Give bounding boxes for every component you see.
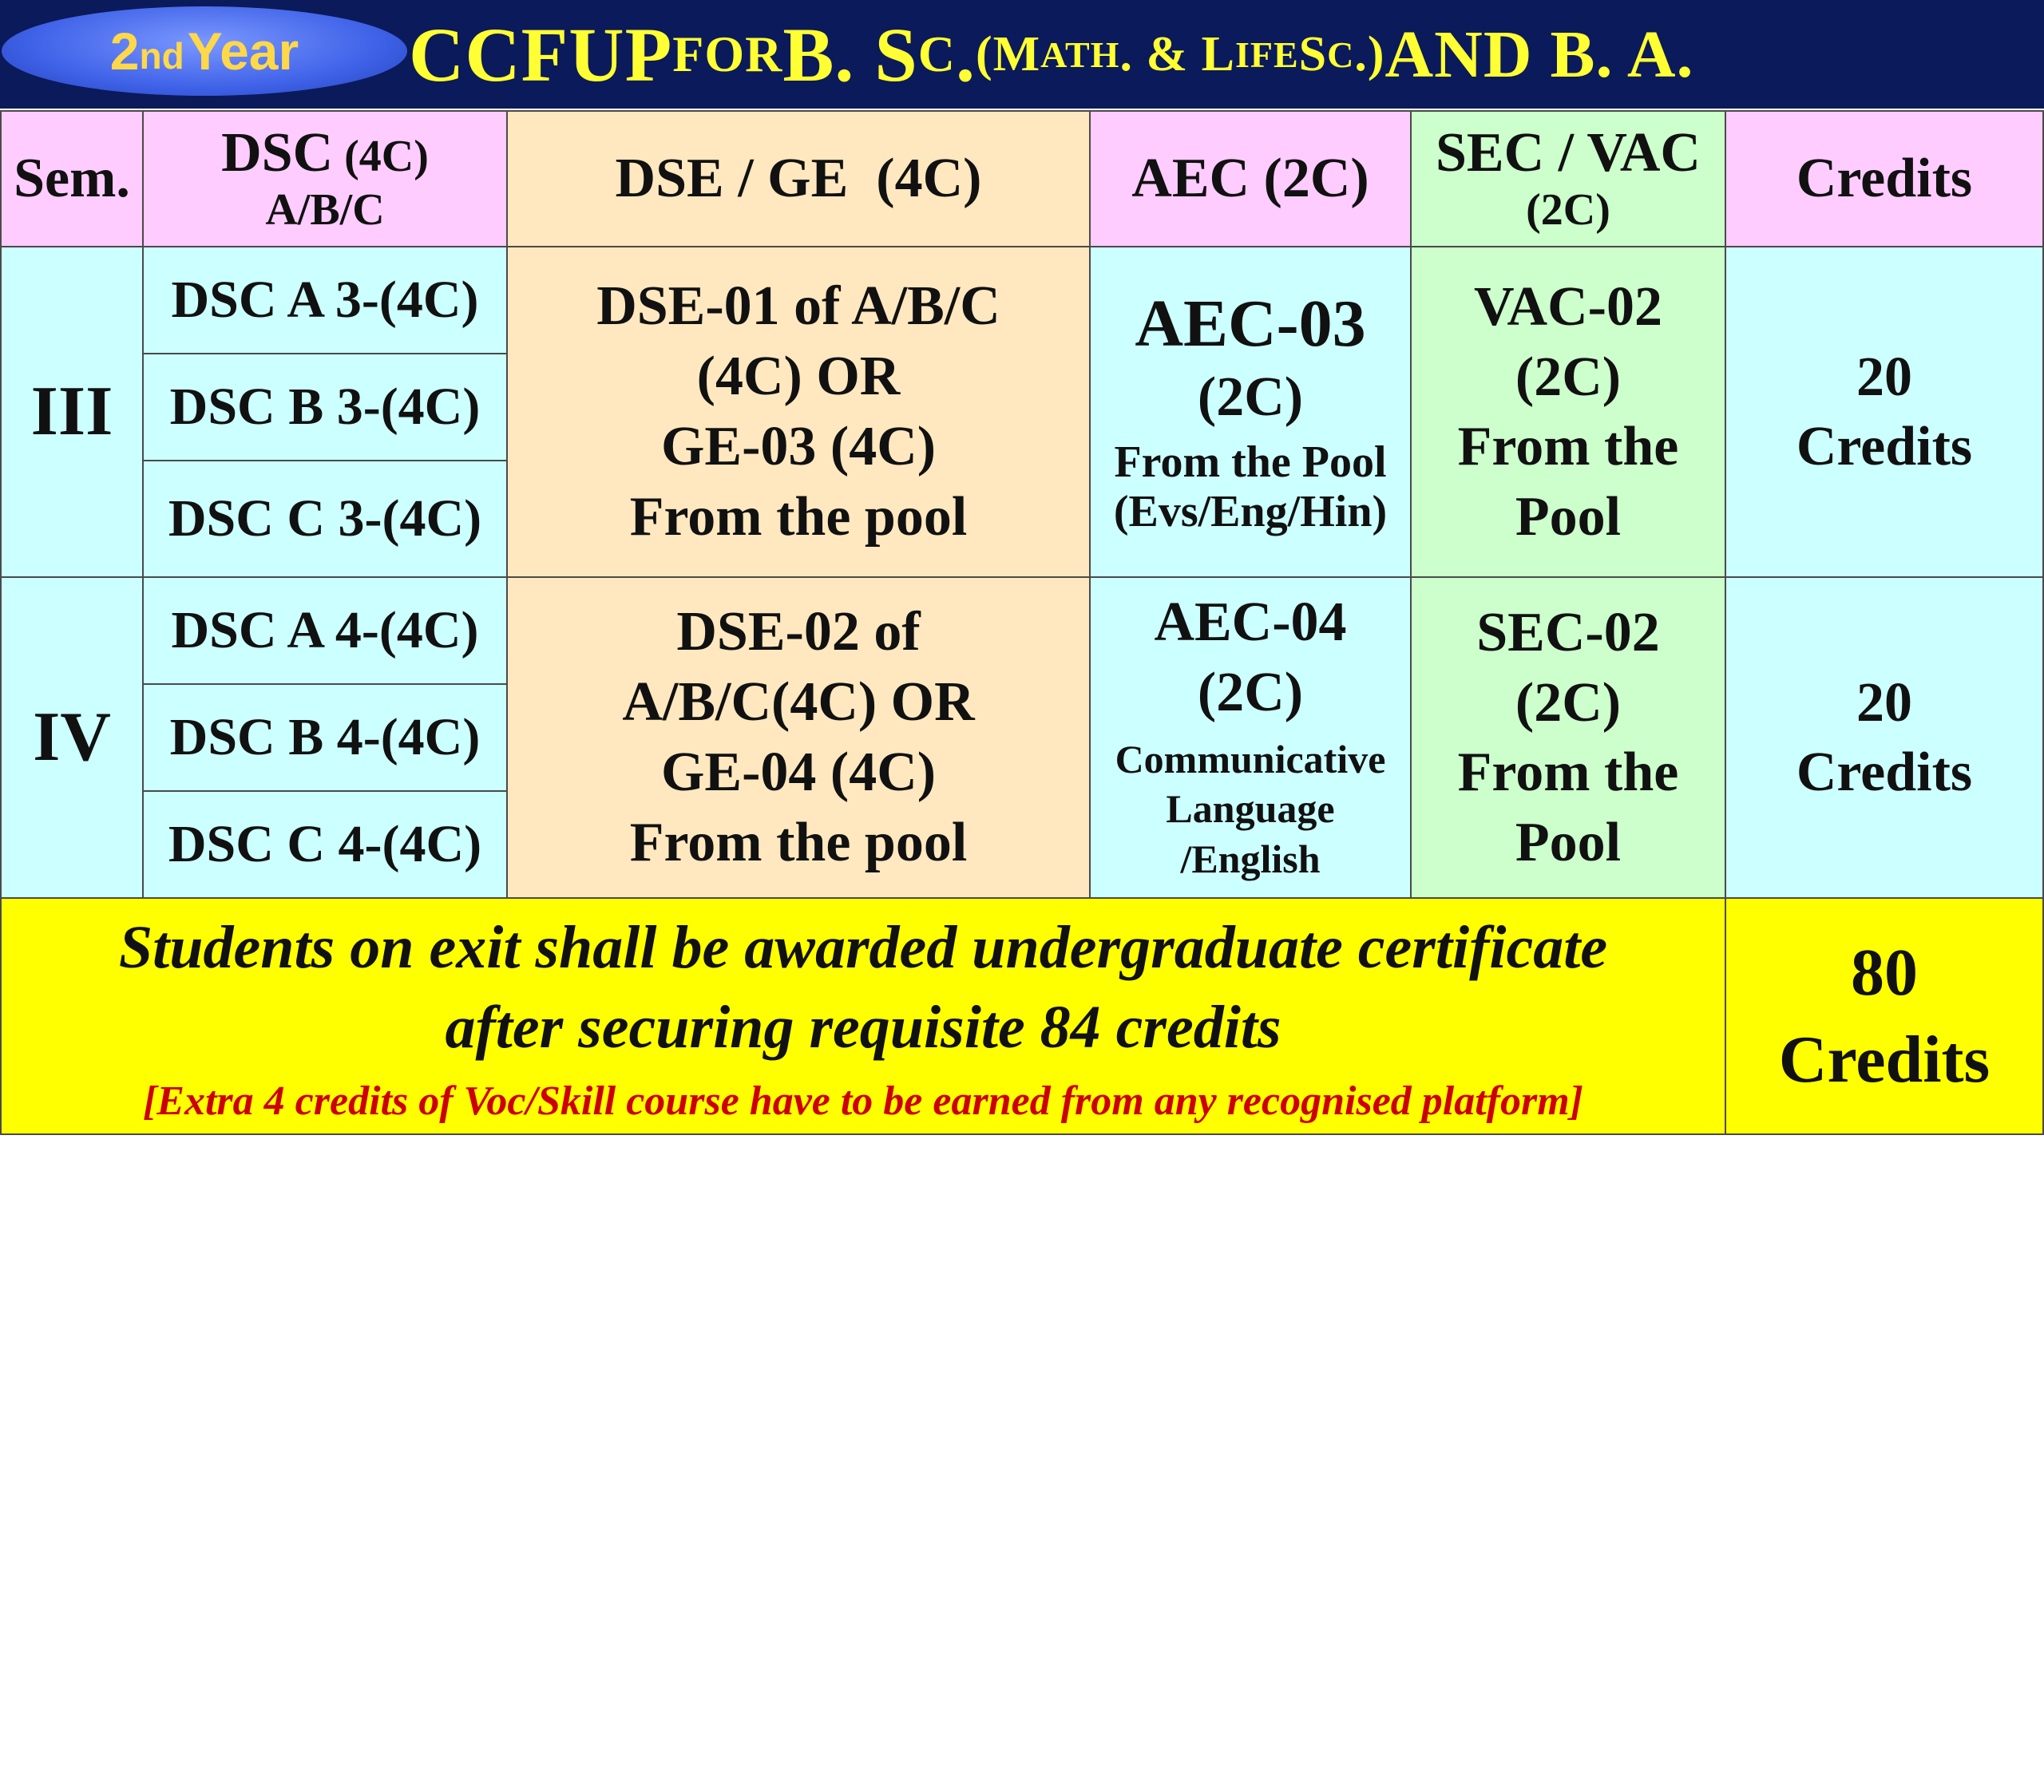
credits-cell-iv	[1725, 576, 2044, 899]
title-segment: C	[917, 26, 956, 82]
header-credits	[1725, 110, 2044, 247]
title-segment: (M	[976, 26, 1041, 81]
sec-line: SEC-02	[1476, 602, 1660, 663]
dse-line: DSE-02 of	[676, 600, 921, 663]
sec-line: (2C)	[1515, 346, 1622, 408]
dse-line: GE-03 (4C)	[660, 416, 937, 477]
aec-code: AEC-03	[1135, 287, 1366, 362]
dsc-course: DSC B 3-(4C)	[169, 378, 481, 437]
header-dsc	[142, 110, 508, 247]
sec-cell-iv	[1410, 576, 1726, 899]
dsc-course: DSC A 3-(4C)	[171, 271, 479, 330]
dsc-cell	[142, 790, 508, 899]
title-segment: B. S	[782, 11, 918, 97]
title-segment: C	[1327, 34, 1355, 75]
year-badge-suffix: nd	[139, 35, 184, 77]
exit-note-line: Students on exit shall be awarded undergraduate certificate	[118, 913, 1608, 981]
sec-line: From the	[1457, 416, 1679, 477]
dse-line: From the pool	[629, 486, 968, 548]
title-segment: FOR	[672, 26, 783, 82]
title-segment: .)	[1354, 26, 1385, 81]
aec-line: /English	[1180, 836, 1321, 881]
dsc-cell	[142, 576, 508, 685]
aec-cell-iv	[1089, 576, 1412, 899]
year-badge-number: 2	[109, 22, 140, 81]
header-aec-label: AEC (2C)	[1131, 147, 1369, 209]
page-title	[409, 0, 2044, 109]
header-dsc-groups: A/B/C	[265, 184, 385, 235]
header-dsc-label: DSC	[221, 122, 334, 184]
sec-cell-iii	[1410, 246, 1726, 578]
year-badge	[2, 6, 407, 96]
credits-value: 20	[1856, 346, 1912, 408]
sem-number: III	[30, 372, 113, 450]
aec-line: (Evs/Eng/Hin)	[1113, 487, 1388, 537]
exit-note-cell	[0, 897, 1726, 1135]
dsc-course: DSC C 4-(4C)	[168, 815, 482, 874]
dsc-cell	[142, 353, 508, 461]
dse-line: DSE-01 of A/B/C	[596, 275, 1000, 337]
exit-note-line: after securing requisite 84 credits	[445, 993, 1281, 1061]
header-sec-credit: (2C)	[1526, 184, 1610, 235]
title-segment: S	[1298, 26, 1328, 81]
dse-line: GE-04 (4C)	[660, 742, 937, 803]
dsc-course: DSC B 4-(4C)	[169, 708, 481, 767]
dse-cell-iv	[506, 576, 1091, 899]
sec-line: From the	[1457, 742, 1679, 803]
credit-table	[0, 110, 2044, 1135]
credits-value: 20	[1856, 671, 1912, 734]
sec-line: (2C)	[1515, 671, 1622, 734]
title-segment: CCFUP	[409, 11, 673, 97]
title-segment: . & L	[1119, 26, 1235, 81]
year-badge-word: Year	[187, 22, 299, 81]
aec-line: From the Pool	[1114, 437, 1387, 487]
sec-line: Pool	[1515, 811, 1622, 873]
header-dsc-line1	[221, 122, 429, 184]
header-sec-label: SEC / VAC	[1436, 122, 1701, 184]
dsc-cell	[142, 246, 508, 354]
sec-line: VAC-02	[1474, 276, 1662, 338]
header-dse	[506, 110, 1091, 247]
total-credits-cell	[1725, 897, 2044, 1135]
title-segment: AND B. A.	[1384, 17, 1694, 92]
aec-line: Communicative	[1115, 736, 1386, 781]
aec-line: Language	[1166, 786, 1335, 832]
extra-credits-note: [Extra 4 credits of Voc/Skill course have to be earned from any recognised platform]	[142, 1078, 1583, 1125]
credits-label: Credits	[1796, 416, 1973, 477]
total-credits-label: Credits	[1778, 1023, 1991, 1097]
dse-line: From the pool	[629, 812, 968, 874]
credits-cell-iii	[1725, 246, 2044, 578]
aec-credit: (2C)	[1197, 366, 1304, 429]
aec-credit: (2C)	[1197, 662, 1304, 724]
dsc-cell	[142, 683, 508, 792]
title-banner	[0, 0, 2044, 109]
header-dsc-credit: (4C)	[333, 132, 429, 182]
header-aec	[1089, 110, 1412, 247]
header-sem	[0, 110, 144, 247]
sem-cell-iii	[0, 246, 144, 578]
header-sec	[1410, 110, 1726, 247]
title-segment: .	[956, 11, 976, 97]
credits-label: Credits	[1796, 742, 1973, 803]
dse-line: (4C) OR	[696, 345, 901, 407]
aec-cell-iii	[1089, 246, 1412, 578]
sem-cell-iv	[0, 576, 144, 899]
header-dse-label: DSE / GE (4C)	[615, 147, 982, 209]
header-credits-label: Credits	[1796, 147, 1973, 209]
total-credits-value: 80	[1851, 935, 1918, 1010]
dsc-course: DSC A 4-(4C)	[171, 601, 479, 660]
aec-code: AEC-04	[1154, 591, 1347, 653]
header-sem-label: Sem.	[14, 147, 130, 209]
dse-cell-iii	[506, 246, 1091, 578]
title-segment: IFE	[1234, 34, 1299, 75]
dsc-course: DSC C 3-(4C)	[168, 489, 482, 548]
sem-number: IV	[33, 698, 111, 776]
dsc-cell	[142, 460, 508, 578]
title-segment: ATH	[1040, 34, 1120, 75]
dse-line: A/B/C(4C) OR	[622, 671, 975, 733]
sec-line: Pool	[1515, 485, 1622, 548]
